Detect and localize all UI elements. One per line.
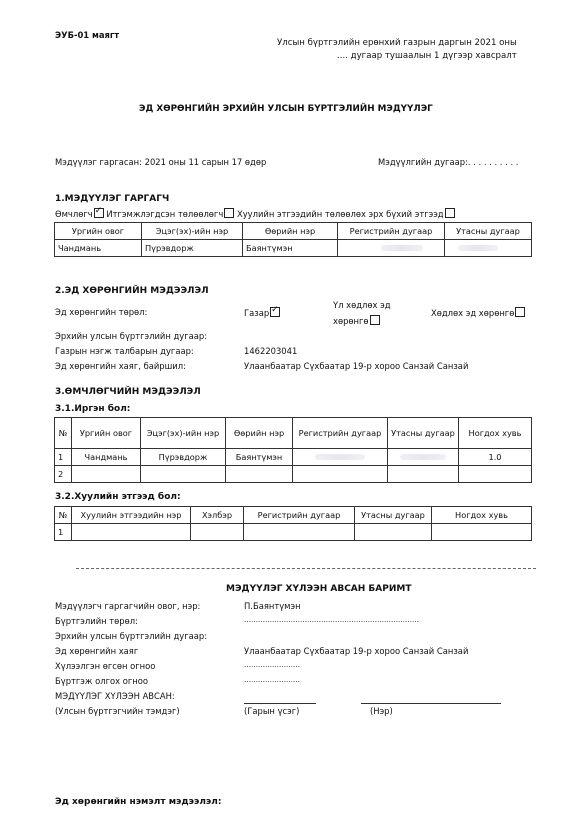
registration-type-value: …………………………………………………………………	[244, 616, 419, 624]
column-header: Хуулийн этгээдийн нэр	[72, 507, 191, 524]
registration-type-label: Бүртгэлийн төрөл:	[55, 616, 138, 626]
table-cell	[141, 466, 226, 483]
table-cell	[244, 524, 355, 541]
land-checkbox[interactable]	[270, 307, 280, 317]
table-cell: Пүрэвдорж	[142, 240, 243, 257]
owner-option-label: Өмчлөгч	[55, 209, 93, 219]
immovable-option	[333, 315, 380, 326]
column-header: Ургийн овог	[72, 418, 141, 449]
registrar-stamp-label: (Улсын бүртгэгчийн тэмдэг)	[55, 706, 180, 716]
immovable-option-label-2: хөрөнгө	[333, 316, 369, 326]
movable-option-label: Хөдлөх эд хөрөнгө	[431, 308, 515, 318]
form-code: ЭУБ-01 маягт	[55, 30, 120, 40]
column-header: Өөрийн нэр	[226, 418, 293, 449]
legal-entity-subtitle: 3.2.Хуулийн этгээд бол:	[55, 492, 181, 502]
table-cell: 2	[55, 466, 72, 483]
table-header-row	[55, 507, 532, 524]
immovable-checkbox[interactable]	[370, 315, 380, 325]
approval-line-1: Улсын бүртгэлийн ерөнхий газрын даргын 2021 оны	[277, 38, 517, 48]
submitted-date: Мэдүүлэг гаргасан: 2021 оны 11 сарын 17 өдөр	[55, 157, 267, 167]
cut-line-divider	[76, 568, 536, 569]
land-option	[244, 307, 280, 318]
representative-checkbox[interactable]	[224, 208, 234, 218]
owner-checkbox[interactable]	[94, 208, 104, 218]
citizen-subtitle: 3.1.Иргэн бол:	[55, 404, 131, 414]
table-cell	[72, 524, 191, 541]
table-cell	[432, 524, 532, 541]
column-header: Ногдох хувь	[432, 507, 532, 524]
citizen-owners-table	[54, 417, 532, 483]
redacted-register-number	[338, 240, 445, 257]
handover-date-label: Хүлээлгэн өгсөн огноо	[55, 661, 156, 671]
applicant-name-label: Мэдүүлэгч гаргагчийн овог, нэр:	[55, 601, 201, 611]
redacted-register-number	[293, 449, 388, 466]
receipt-title: МЭДҮҮЛЭГ ХҮЛЭЭН АВСАН БАРИМТ	[226, 584, 412, 594]
column-header: Эцэг(эх)-ийн нэр	[141, 418, 226, 449]
section-3-title: 3.ӨМЧЛӨГЧИЙН МЭДЭЭЛЭЛ	[55, 387, 201, 397]
receipt-registration-number-label: Эрхийн улсын бүртгэлийн дугаар:	[55, 631, 208, 641]
legal-entity-owners-table	[54, 506, 532, 541]
column-header: Регистрийн дугаар	[244, 507, 355, 524]
table-cell	[191, 524, 244, 541]
table-header-row	[55, 223, 532, 240]
table-cell	[293, 466, 388, 483]
receipt-address-value: Улаанбаатар Сүхбаатар 19-р хороо Санзай Санзай	[244, 646, 469, 656]
table-row	[55, 466, 532, 483]
applicant-name-value: П.Баянтүмэн	[244, 601, 301, 611]
movable-checkbox[interactable]	[515, 307, 525, 317]
table-cell	[355, 524, 432, 541]
redacted-phone-number	[388, 449, 459, 466]
table-cell: Пүрэвдорж	[141, 449, 226, 466]
table-cell: Чандмань	[55, 240, 142, 257]
table-cell	[459, 466, 532, 483]
issue-date-label: Бүртгэж олгох огноо	[55, 676, 148, 686]
column-header: Утасны дугаар	[445, 223, 532, 240]
approval-line-2: .... дугаар тушаалын 1 дүгээр хавсралт	[337, 51, 517, 61]
applicant-table	[54, 222, 532, 257]
column-header: Утасны дугаар	[355, 507, 432, 524]
table-cell	[72, 466, 141, 483]
table-row	[55, 240, 532, 257]
column-header: Ногдох хувь	[459, 418, 532, 449]
column-header: Утасны дугаар	[388, 418, 459, 449]
representative-option-label: Итгэмжлэгдсэн төлөөлөгч	[106, 209, 224, 219]
table-cell: 1.0	[459, 449, 532, 466]
movable-option	[431, 307, 525, 318]
legal-representative-checkbox[interactable]	[445, 208, 455, 218]
column-header: Ургийн овог	[55, 223, 142, 240]
property-address-label: Эд хөрөнгийн хаяг, байршил:	[55, 361, 186, 371]
parcel-number-label: Газрын нэгж талбарын дугаар:	[55, 346, 194, 356]
section-2-title: 2.ЭД ХӨРӨНГИЙН МЭДЭЭЛЭЛ	[55, 286, 209, 296]
column-header: Регистрийн дугаар	[293, 418, 388, 449]
column-header: Хэлбэр	[191, 507, 244, 524]
property-address-value: Улаанбаатар Сүхбаатар 19-р хороо Санзай Санзай	[244, 361, 469, 371]
table-cell: 1	[55, 524, 72, 541]
name-label: (Нэр)	[370, 706, 393, 716]
column-header: №	[55, 507, 72, 524]
additional-info-label: Эд хөрөнгийн нэмэлт мэдээлэл:	[55, 797, 222, 807]
receipt-address-label: Эд хөрөнгийн хаяг	[55, 646, 139, 656]
table-cell: Чандмань	[72, 449, 141, 466]
applicant-type-options	[55, 208, 455, 219]
signature-line	[244, 703, 316, 704]
land-option-label: Газар	[244, 308, 270, 318]
table-cell: Баянтүмэн	[226, 449, 293, 466]
section-1-title: 1.МЭДҮҮЛЭГ ГАРГАГЧ	[55, 194, 170, 204]
table-row	[55, 524, 532, 541]
table-cell: 1	[55, 449, 72, 466]
parcel-number-value: 1462203041	[244, 346, 298, 356]
column-header: Регистрийн дугаар	[338, 223, 445, 240]
table-cell: Баянтүмэн	[243, 240, 338, 257]
column-header: №	[55, 418, 72, 449]
property-type-label: Эд хөрөнгийн төрөл:	[55, 307, 148, 317]
table-row	[55, 449, 532, 466]
issue-date-value: ……………………	[244, 676, 300, 684]
handover-date-value: ……………………	[244, 661, 300, 669]
name-line	[361, 703, 501, 704]
column-header: Өөрийн нэр	[243, 223, 338, 240]
immovable-option-label: Үл хөдлөх эд	[333, 300, 391, 310]
signature-label: (Гарын үсэг)	[244, 706, 300, 716]
legal-representative-option-label: Хуулийн этгээдийн төлөөлөх эрх бүхий этгээд	[236, 209, 444, 219]
registration-number-label: Эрхийн улсын бүртгэлийн дугаар:	[55, 331, 208, 341]
accepted-label: МЭДҮҮЛЭГ ХҮЛЭЭН АВСАН:	[55, 691, 175, 701]
table-cell	[226, 466, 293, 483]
table-header-row	[55, 418, 532, 449]
page-title: ЭД ХӨРӨНГИЙН ЭРХИЙН УЛСЫН БҮРТГЭЛИЙН МЭДҮҮЛЭГ	[139, 104, 433, 114]
application-number: Мэдүүлгийн дугаар:. . . . . . . . . .	[378, 157, 519, 167]
table-cell	[388, 466, 459, 483]
column-header: Эцэг(эх)-ийн нэр	[142, 223, 243, 240]
redacted-phone-number	[445, 240, 532, 257]
